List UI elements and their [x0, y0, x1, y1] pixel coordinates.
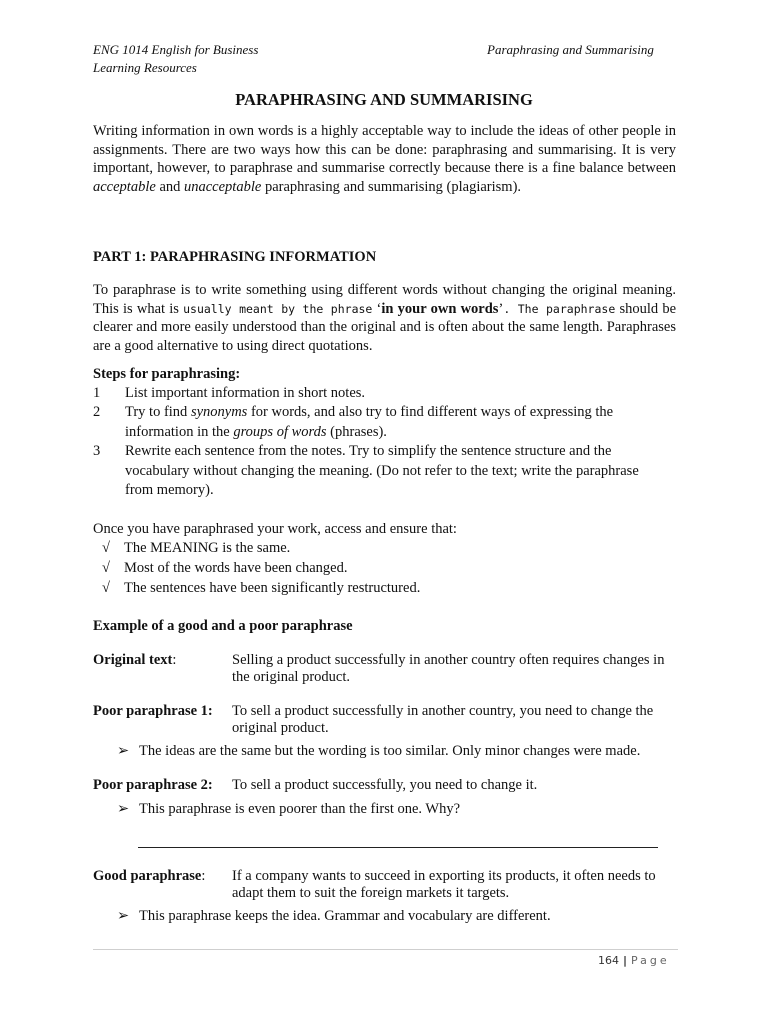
- page-label: Page: [631, 954, 670, 967]
- step-text: List important information in short notes.: [125, 385, 366, 401]
- header-section: Paraphrasing and Summarising: [487, 42, 654, 57]
- poor1-comment-text: The ideas are the same but the wording is too similar. Only minor changes were made.: [139, 743, 641, 759]
- part1-quote-open: ‘: [372, 300, 382, 317]
- good-comment-text: This paraphrase keeps the idea. Grammar and vocabulary are different.: [139, 908, 551, 924]
- part1-mono-2: . The paraphrase: [503, 301, 616, 316]
- footer-divider: [93, 949, 678, 950]
- page-title: PARAPHRASING AND SUMMARISING: [235, 90, 533, 109]
- checklist-intro: Once you have paraphrased your work, access and ensure that:: [93, 521, 457, 537]
- step-number: 3: [93, 443, 101, 459]
- footer-separator: |: [623, 954, 628, 967]
- part1-quote-close: ’: [498, 300, 504, 317]
- answer-line[interactable]: [138, 847, 658, 848]
- original-label-colon: :: [172, 652, 177, 668]
- step-text-part: (phrases).: [326, 423, 387, 440]
- good-text: If a company wants to succeed in exporting its products, it often needs to adapt them to suit the foreign markets it targets.: [232, 868, 656, 901]
- steps-heading: Steps for paraphrasing:: [93, 366, 241, 382]
- part1-text-2: should be clearer and more easily understood than the original and is often about the same length. Paraphrases are a good alternative to using direct quotations.: [93, 300, 677, 354]
- intro-italic-unacceptable: unacceptable: [184, 178, 262, 195]
- part1-mono-1: usually meant by the phrase: [183, 301, 373, 316]
- page-footer: [598, 954, 670, 967]
- original-text: Selling a product successfully in another country often requires changes in the original product.: [232, 652, 665, 685]
- good-label: [93, 868, 205, 885]
- poor1-comment: [117, 743, 640, 760]
- checklist-item: [102, 579, 420, 598]
- original-label-text: Original text: [93, 652, 173, 668]
- step-text: [125, 403, 665, 442]
- good-label-colon: :: [201, 868, 206, 884]
- step-text: Rewrite each sentence from the notes. Try to simplify the sentence structure and the vocabulary without changing the meaning. (Do not refer to the text; write the paraphrase from memory).: [125, 443, 639, 498]
- intro-text-2: paraphrasing and summarising (plagiarism).: [261, 178, 522, 195]
- original-label: [93, 652, 176, 669]
- header-resource: Learning Resources: [93, 60, 197, 75]
- intro-italic-acceptable: acceptable: [93, 178, 156, 195]
- step-text-part: for words, and also try to find different ways of expressing the information in the: [125, 404, 614, 440]
- checklist-item-text: Most of the words have been changed.: [124, 560, 348, 576]
- poor1-text: To sell a product successfully in another country, you need to change the original product.: [232, 703, 654, 736]
- arrow-bullet-icon: ➢: [117, 743, 130, 759]
- checkmark-icon: √: [102, 540, 110, 556]
- good-label-text: Good paraphrase: [93, 868, 202, 884]
- header-course: ENG 1014 English for Business: [93, 42, 259, 57]
- part1-bold-phrase: in your own words: [381, 300, 499, 317]
- part1-text-1: To paraphrase is to write something using different words without changing the original meaning. This is what is: [93, 282, 676, 317]
- poor2-label: Poor paraphrase 2:: [93, 777, 213, 793]
- step-text-part: Try to find: [125, 404, 191, 420]
- poor2-comment: [117, 801, 460, 818]
- good-comment: [117, 908, 551, 925]
- step-number: 2: [93, 404, 101, 420]
- poor2-comment-text: This paraphrase is even poorer than the first one. Why?: [139, 801, 461, 817]
- poor1-label: Poor paraphrase 1:: [93, 703, 213, 719]
- intro-and: and: [155, 178, 184, 195]
- header-left: [93, 41, 258, 77]
- checklist-item: [102, 539, 290, 558]
- step-italic: groups of words: [233, 423, 327, 440]
- step-italic: synonyms: [190, 404, 248, 420]
- step-number: 1: [93, 385, 101, 401]
- arrow-bullet-icon: ➢: [117, 801, 130, 817]
- arrow-bullet-icon: ➢: [117, 908, 130, 924]
- intro-text-1: Writing information in own words is a highly acceptable way to include the ideas of other people in assignments. There are two ways how this can be done: paraphrasing and summarising. It is very important, however, to paraphrase and summarise correctly because there is a fine balance between: [93, 123, 676, 176]
- example-heading: Example of a good and a poor paraphrase: [93, 618, 353, 634]
- checklist-item-text: The sentences have been significantly restructured.: [124, 580, 421, 596]
- intro-paragraph: [93, 122, 676, 196]
- checkmark-icon: √: [102, 580, 110, 596]
- page-number: 164: [598, 954, 619, 967]
- poor2-text: To sell a product successfully, you need to change it.: [232, 777, 538, 793]
- checklist-item-text: The MEANING is the same.: [124, 540, 291, 556]
- checklist-item: [102, 559, 347, 578]
- checkmark-icon: √: [102, 560, 110, 576]
- part1-heading: PART 1: PARAPHRASING INFORMATION: [93, 249, 377, 265]
- part1-paragraph: [93, 281, 676, 355]
